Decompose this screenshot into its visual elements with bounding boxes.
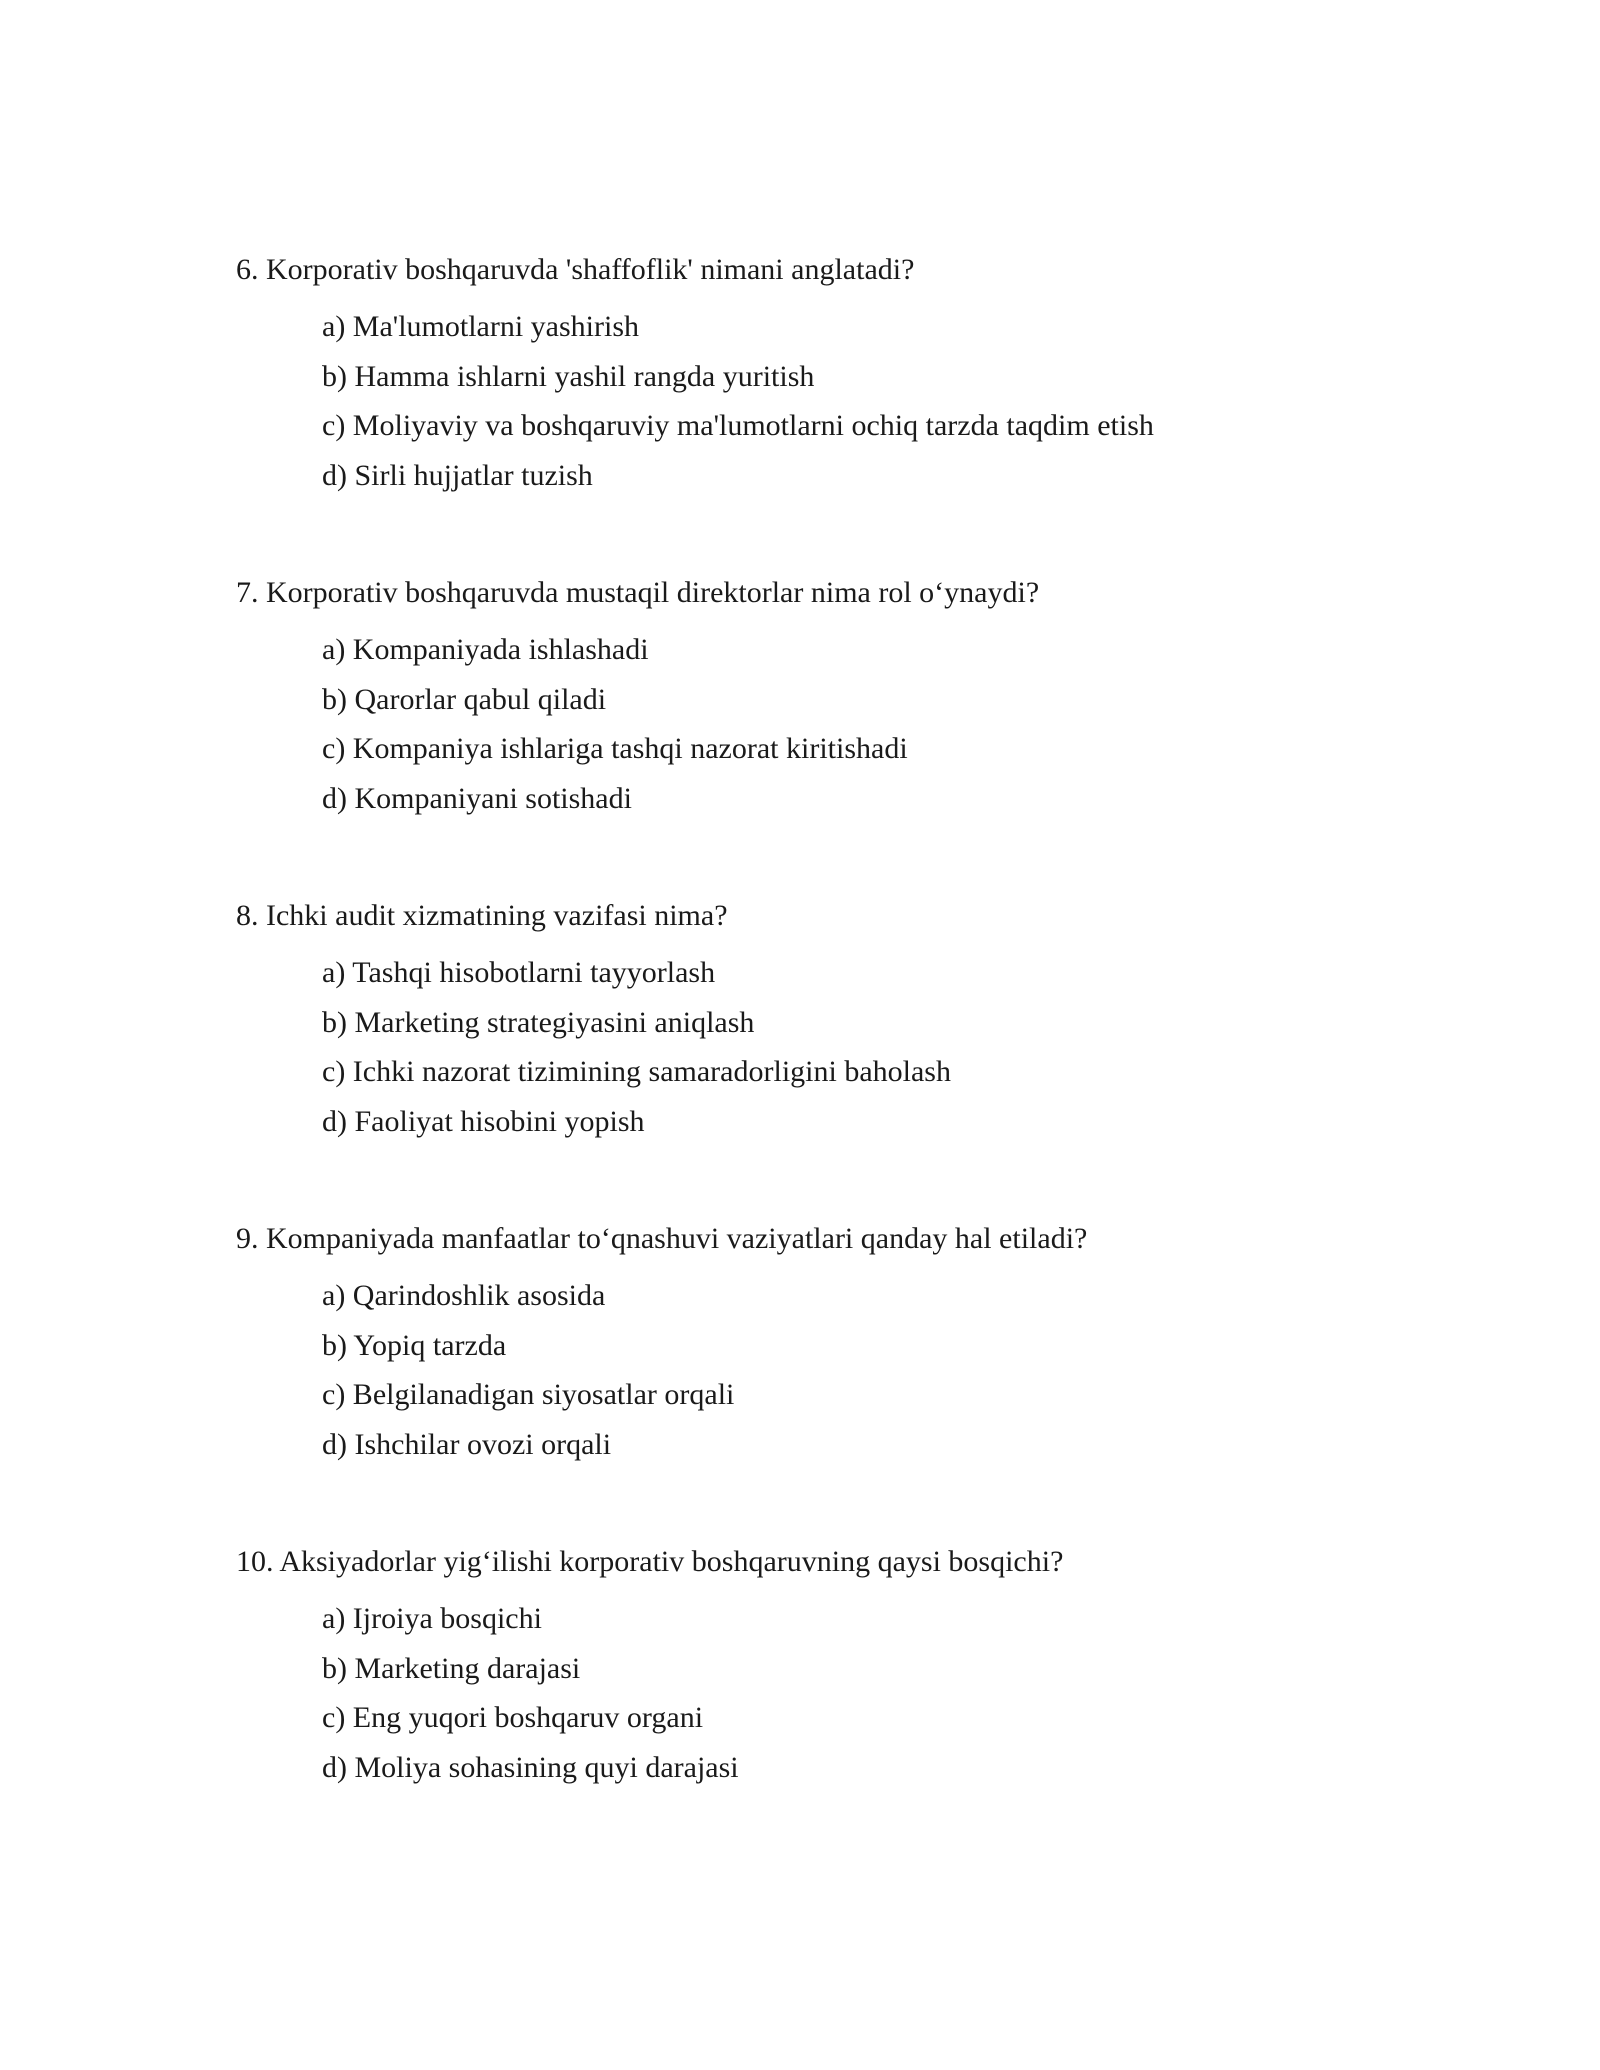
option-b: b) Marketing strategiyasini aniqlash xyxy=(322,1005,755,1039)
question-8 xyxy=(236,898,1436,1221)
option-c: c) Ichki nazorat tizimining samaradorligini baholash xyxy=(322,1055,951,1088)
option-d: d) Sirli hujjatlar tuzish xyxy=(322,458,593,492)
option-list xyxy=(322,1601,1436,1786)
option-c: c) Moliyaviy va boshqaruviy ma'lumotlarni ochiq tarzda taqdim etish xyxy=(322,409,1154,442)
question-text: 10. Aksiyadorlar yig‘ilishi korporativ boshqaruvning qaysi bosqichi? xyxy=(236,1545,1064,1578)
option-d: d) Ishchilar ovozi orqali xyxy=(322,1427,612,1461)
question-text: 9. Kompaniyada manfaatlar to‘qnashuvi vaziyatlari qanday hal etiladi? xyxy=(236,1222,1088,1255)
option-d: d) Kompaniyani sotishadi xyxy=(322,781,632,815)
option-a: a) Ijroiya bosqichi xyxy=(322,1602,542,1635)
option-list xyxy=(322,309,1436,494)
option-d: d) Moliya sohasining quyi darajasi xyxy=(322,1750,739,1784)
option-b: b) Qarorlar qabul qiladi xyxy=(322,682,607,716)
option-c: c) Belgilanadigan siyosatlar orqali xyxy=(322,1378,735,1411)
question-text: 8. Ichki audit xizmatining vazifasi nima? xyxy=(236,899,728,932)
option-a: a) Tashqi hisobotlarni tayyorlash xyxy=(322,956,716,989)
question-10 xyxy=(236,1544,1436,1867)
question-6 xyxy=(236,252,1436,575)
option-list xyxy=(322,955,1436,1140)
question-text: 7. Korporativ boshqaruvda mustaqil direktorlar nima rol o‘ynaydi? xyxy=(236,576,1040,609)
option-a: a) Kompaniyada ishlashadi xyxy=(322,633,649,666)
question-9 xyxy=(236,1221,1436,1544)
option-a: a) Qarindoshlik asosida xyxy=(322,1279,606,1312)
option-list xyxy=(322,1278,1436,1463)
option-b: b) Hamma ishlarni yashil rangda yuritish xyxy=(322,359,815,393)
option-d: d) Faoliyat hisobini yopish xyxy=(322,1104,645,1138)
option-list xyxy=(322,632,1436,817)
question-7 xyxy=(236,575,1436,898)
question-text: 6. Korporativ boshqaruvda 'shaffoflik' nimani anglatadi? xyxy=(236,253,915,286)
option-a: a) Ma'lumotlarni yashirish xyxy=(322,310,640,343)
question-list xyxy=(236,252,1436,1867)
option-b: b) Yopiq tarzda xyxy=(322,1328,507,1362)
option-c: c) Eng yuqori boshqaruv organi xyxy=(322,1701,704,1734)
option-c: c) Kompaniya ishlariga tashqi nazorat kiritishadi xyxy=(322,732,908,765)
option-b: b) Marketing darajasi xyxy=(322,1651,581,1685)
